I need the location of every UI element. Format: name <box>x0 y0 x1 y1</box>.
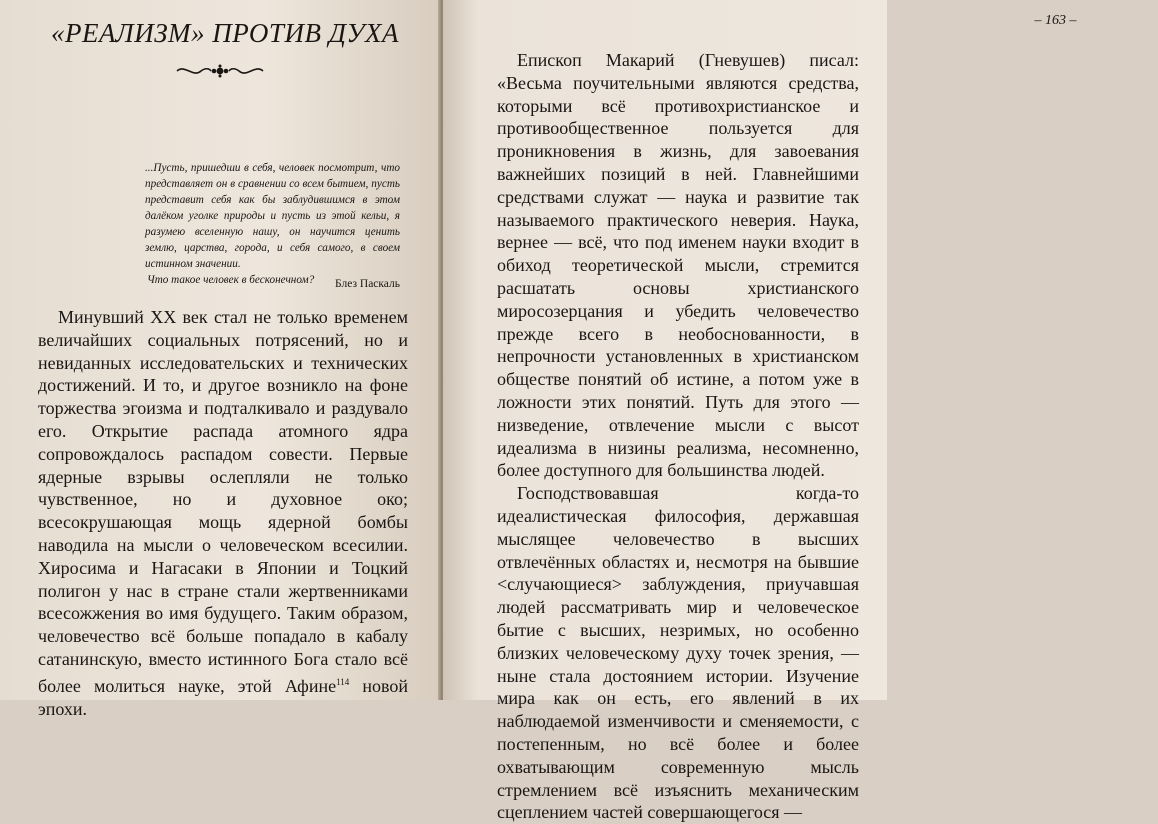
floral-ornament-icon <box>175 62 265 80</box>
left-body-text <box>38 306 408 720</box>
right-body-text <box>497 49 859 824</box>
left-body-paragraph: Минувший XX век стал не только временем величайших социальных потрясений, но и невиданных исследовательских и технических достижений. И то, и другое возникло на фоне торжества эгоизма и подталкивало и раздувало его. Открытие распада атомного ядра сопровождалось распадом совести. Первые ядерные взрывы ослепляли не только чувственное, но и духовное око; всесокрушающая мощь ядерной бомбы наводила на мысли о человеческом всесилии. Хиросима и Нагасаки в Японии и Тоцкий полигон у нас в стране стали жертвенниками всесожжения во имя будущего. Таким образом, человечество всё больше попадало в кабалу сатанинскую, вместо истинного Бога стало всё более молиться науке, этой Афине <box>38 307 408 696</box>
left-body-ending: новой эпохи. <box>38 675 408 719</box>
epigraph <box>145 160 400 288</box>
right-paragraph-2: Господствовавшая когда-то идеалистическая философия, державшая мыслящее человечество в высших отвлечённых областях и, несмотря на бывшие <случающиеся> заблуждения, приучавшая людей рассматривать мир и человеческое бытие с высших, незримых, но особенно близких человеческому духу точек зрения, — ныне стала достоянием истории. Изучение мира как он есть, его явлений в их наблюдаемой изменчивости и сменяемости, с постепенным, но всё более и более охватывающим современную мысль стремлением всё изъяснить механическим сцеплением частей совершающегося — <box>497 483 859 823</box>
page-number: – 163 – <box>1034 13 1077 28</box>
epigraph-question: Что такое человек в бесконечном? <box>147 274 315 286</box>
left-page <box>0 0 441 719</box>
right-paragraph-1: Епископ Макарий (Гневушев) писал: «Весьма поучительными являются средства, которыми всё противохристианское и противообщественное пользуется для проникновения в жизнь, для завоевания важнейших позиций в ней. Главнейшими средствами служат — наука и развитие так называемого практического неверия. Наука, вернее — всё, что под именем науки входит в обиход теоретической мысли, стремится расшатать основы христианского миросозерцания и убедить человечество прежде всего в необоснованности, в непрочности установленных в христианском обществе понятий об истине, а потом уже в ложности этих понятий. Путь для этого — низведение, отвлечение мысли с высот идеализма в низины реализма, несомненно, более доступного для большинства людей. <box>497 50 859 481</box>
epigraph-attribution: Блез Паскаль <box>335 278 400 290</box>
footnote-marker: 114 <box>336 676 350 687</box>
epigraph-text: ...Пусть, пришедши в себя, человек посмотрит, что представляет он в сравнении со всем бытием, пусть представит себя как бы заблудившимся в этом далёком уголке природы и пусть из этой кельи, я разумею вселенную нашу, он научится ценить землю, царства, города, и себя самого, в своем истинном значении. <box>145 162 400 270</box>
running-head: «РЕАЛИЗМ» ПРОТИВ ДУХА <box>50 18 400 48</box>
